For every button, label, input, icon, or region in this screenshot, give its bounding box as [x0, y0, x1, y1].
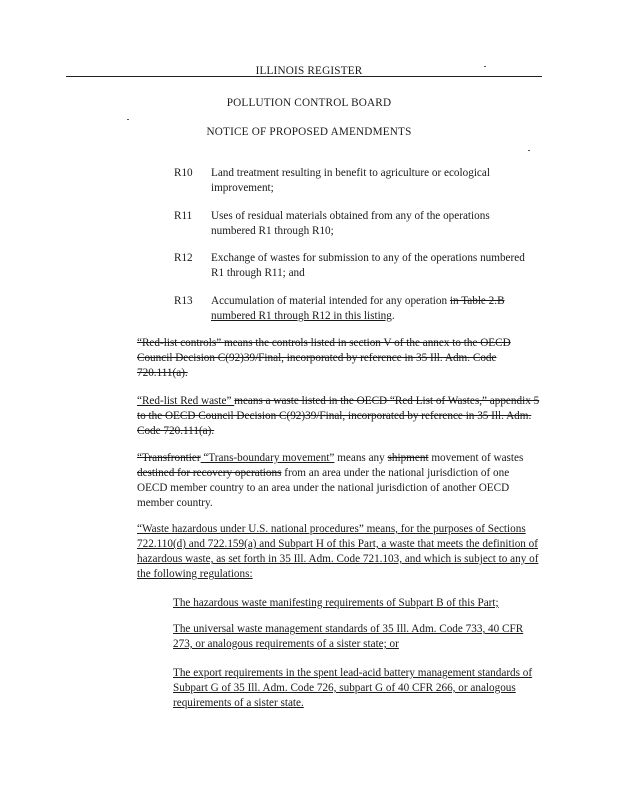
inserted-text: “Trans-boundary movement” — [200, 452, 335, 464]
code-r12: R12 — [174, 252, 193, 264]
definition-red-list-controls: “Red-list controls” means the controls listed in section V of the annex to the OECD Council Decision C(92)39/Final, incorporated by reference in 35 Ill. Adm. Code 720.111(a). — [137, 337, 511, 379]
scan-speck — [484, 66, 486, 67]
scan-speck — [127, 119, 129, 120]
notice-title: NOTICE OF PROPOSED AMENDMENTS — [206, 126, 412, 138]
code-r10-text: Land treatment resulting in benefit to agriculture or ecological improvement; — [211, 167, 490, 194]
inserted-text: “Red-list Red waste” — [137, 395, 235, 407]
scan-speck — [528, 150, 530, 151]
regulation-item: The universal waste management standards of 35 Ill. Adm. Code 733, 40 CFR 273, or analogous requirements of a sister state; or — [173, 623, 524, 650]
inserted-text: numbered R1 through R12 in this listing — [211, 310, 392, 322]
deleted-text: destined for recovery operations — [137, 467, 282, 479]
code-r10: R10 — [174, 167, 193, 179]
code-r11: R11 — [174, 210, 193, 222]
code-r13: R13 — [174, 295, 193, 307]
definition-red-list-waste — [137, 394, 542, 439]
register-title: ILLINOIS REGISTER — [255, 65, 363, 77]
code-r11-text: Uses of residual materials obtained from any of the operations numbered R1 through R10; — [211, 210, 490, 237]
deleted-text: means a waste listed in the OECD “Red List of Wastes,” appendix 5 to the OECD Council Decision C(92)39/Final, incorporated by reference in 35 Ill. Adm. Code 720.111(a). — [137, 395, 540, 437]
deleted-text: “Transfrontier — [137, 452, 201, 464]
header-divider — [66, 76, 542, 77]
regulation-item: The export requirements in the spent lead-acid battery management standards of Subpart G of 35 Ill. Adm. Code 726, subpart G of 40 CFR 266, or analogous requirements of a sister state. — [173, 667, 533, 709]
code-r13-text: Accumulation of material intended for any operation in Table 2.B numbered R1 through R12 in this listing. — [211, 295, 505, 322]
board-name: POLLUTION CONTROL BOARD — [226, 97, 392, 109]
code-r12-text: Exchange of wastes for submission to any of the operations numbered R1 through R11; and — [211, 252, 525, 279]
deleted-text: shipment — [387, 452, 429, 464]
definition-transfrontier-movement: “Transfrontier “Trans-boundary movement” means any shipment movement of wastes destined for recovery operations from an area under the national jurisdiction of one OECD member country to an area under the national jurisdiction of another OECD member country. — [137, 452, 524, 509]
definition-waste-hazardous-us: “Waste hazardous under U.S. national procedures” means, for the purposes of Sections 722.110(d) and 722.159(a) and Subpart H of this Part, a waste that meets the definition of hazardous waste, as set forth in 35 Ill. Adm. Code 721.103, and which is subject to any of the following regulations: — [137, 523, 539, 580]
regulation-item: The hazardous waste manifesting requirements of Subpart B of this Part; — [173, 597, 499, 609]
deleted-text: in Table 2.B — [449, 295, 505, 307]
